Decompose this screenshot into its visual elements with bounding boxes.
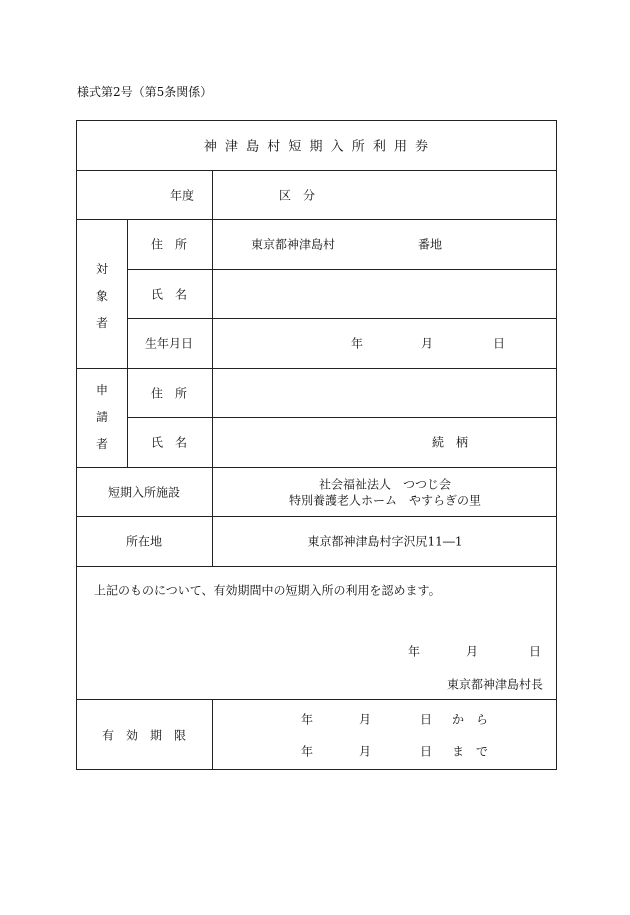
applicant-name-label: 氏 名 bbox=[150, 435, 188, 450]
applicant-address-label: 住 所 bbox=[150, 386, 188, 401]
validity-until-day: 日 bbox=[419, 744, 433, 759]
subject-address-suffix: 番地 bbox=[417, 237, 443, 252]
location-value: 東京都神津島村字沢尻11―1 bbox=[307, 534, 463, 549]
column-divider bbox=[212, 170, 213, 566]
facility-line2: 特別養護老人ホーム やすらぎの里 bbox=[288, 493, 482, 508]
birthdate-label: 生年月日 bbox=[144, 336, 194, 351]
validity-from-month: 月 bbox=[358, 712, 372, 727]
applicant-group-label: 申 請 者 bbox=[95, 383, 108, 451]
row-divider bbox=[77, 219, 556, 220]
validity-from: か ら bbox=[451, 712, 489, 727]
birthdate-day: 日 bbox=[492, 336, 506, 351]
approval-text: 上記のものについて、有効期間中の短期入所の利用を認めます。 bbox=[94, 583, 441, 598]
form-number: 様式第2号（第5条関係） bbox=[77, 85, 213, 99]
validity-label: 有 効 期 限 bbox=[101, 728, 187, 743]
category-label: 区 分 bbox=[278, 188, 316, 203]
facility-line1: 社会福祉法人 つつじ会 bbox=[318, 477, 452, 492]
approval-month: 月 bbox=[465, 644, 479, 659]
row-divider bbox=[77, 566, 556, 567]
fiscal-year-label: 年度 bbox=[169, 188, 195, 203]
row-divider bbox=[77, 170, 556, 171]
relation-label: 続 柄 bbox=[431, 435, 469, 450]
row-divider bbox=[127, 318, 556, 319]
usage-ticket-form bbox=[76, 120, 557, 770]
validity-from-day: 日 bbox=[419, 712, 433, 727]
birthdate-month: 月 bbox=[420, 336, 434, 351]
form-title: 神 津 島 村 短 期 入 所 利 用 券 bbox=[203, 139, 431, 155]
subject-name-label: 氏 名 bbox=[150, 287, 188, 302]
row-divider bbox=[77, 368, 556, 369]
subject-address-value: 東京都神津島村 bbox=[250, 237, 336, 252]
approval-year: 年 bbox=[407, 644, 421, 659]
row-divider bbox=[127, 269, 556, 270]
row-divider bbox=[77, 516, 556, 517]
column-divider bbox=[127, 219, 128, 467]
validity-until-year: 年 bbox=[300, 744, 314, 759]
row-divider bbox=[77, 467, 556, 468]
column-divider bbox=[212, 699, 213, 770]
row-divider bbox=[127, 417, 556, 418]
row-divider bbox=[77, 699, 556, 700]
subject-group-label: 対 象 者 bbox=[95, 262, 108, 330]
approval-signer: 東京都神津島村長 bbox=[446, 677, 544, 692]
facility-label: 短期入所施設 bbox=[107, 485, 181, 500]
validity-until: ま で bbox=[451, 744, 489, 759]
approval-day: 日 bbox=[528, 644, 542, 659]
validity-from-year: 年 bbox=[300, 712, 314, 727]
subject-address-label: 住 所 bbox=[150, 237, 188, 252]
location-label: 所在地 bbox=[125, 534, 163, 549]
birthdate-year: 年 bbox=[350, 336, 364, 351]
validity-until-month: 月 bbox=[358, 744, 372, 759]
